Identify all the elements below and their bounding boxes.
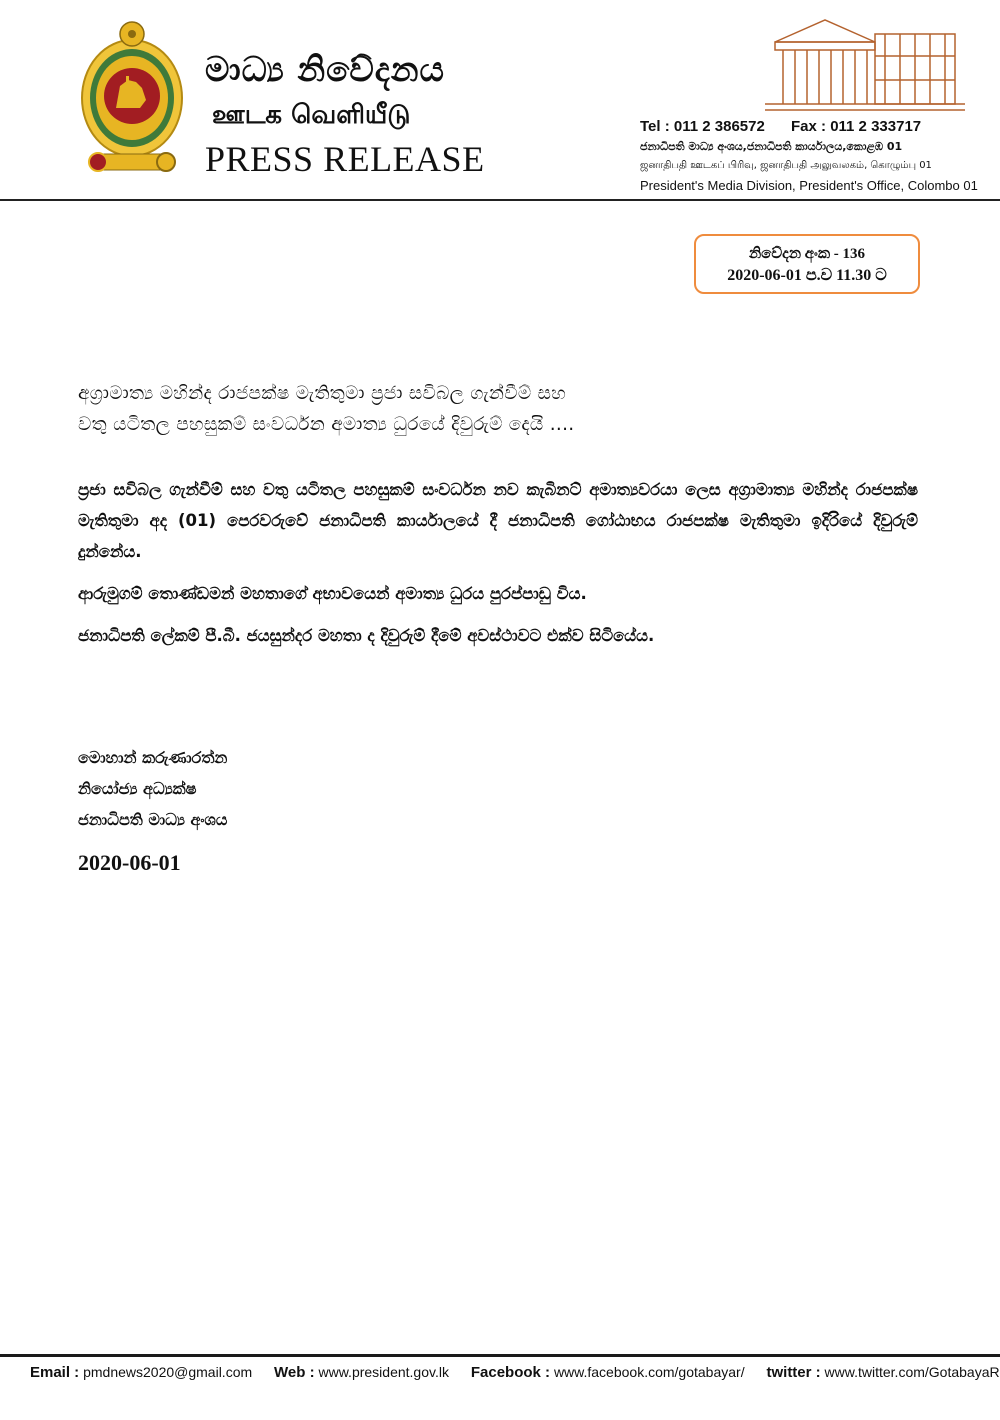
signatory-division: ජනාධිපති මාධ්‍ය අංශය <box>78 810 228 829</box>
email-link[interactable]: pmdnews2020@gmail.com <box>83 1364 253 1380</box>
footer-divider <box>0 1354 1000 1357</box>
header-title-sinhala: මාධ්‍ය නිවේදනය <box>205 50 445 90</box>
email-label: Email : <box>30 1364 80 1381</box>
web-link[interactable]: www.president.gov.lk <box>318 1364 449 1380</box>
presidents-office-building-icon <box>765 12 965 116</box>
release-number-box <box>694 234 920 294</box>
facebook-link[interactable]: www.facebook.com/gotabayar/ <box>553 1364 745 1380</box>
body-paragraph-3: ජනාධිපති ලේකම් පී.බී. ජයසුන්දර මහතා ද දිවුරුම් දීමේ අවස්ථාවට එක්ව සිටියේය. <box>78 626 655 645</box>
sri-lanka-emblem-icon <box>76 16 188 180</box>
header-title-tamil: ஊடக வெளியீடு <box>212 100 411 130</box>
web-label: Web : <box>274 1364 315 1381</box>
header-divider <box>0 199 1000 201</box>
headline-line-1: අග්‍රාමාත්‍ය මහින්ද රාජපක්ෂ මැතිතුමා ප්‍රජා සවිබල ගැන්වීම් සහ <box>78 383 567 404</box>
body-paragraph-2: ආරුමුගම් තොණ්ඩමන් මහතාගේ අභාවයෙන් අමාත්‍ය ධුරය පුරප්පාඩු විය. <box>78 584 587 603</box>
release-number: නිවේදන අංක - 136 <box>749 246 865 262</box>
signatory-name: මොහාන් කරුණාරත්න <box>78 748 228 767</box>
twitter-link[interactable]: www.twitter.com/GotabayaR <box>824 1364 1000 1380</box>
twitter-label: twitter : <box>766 1364 821 1381</box>
header-title-english: PRESS RELEASE <box>205 139 485 179</box>
document-date: 2020-06-01 <box>78 850 181 875</box>
body-paragraph-1: ප්‍රජා සවිබල ගැන්වීම් සහ වතු යටිතල පහසුකම් සංවර්ධන නව කැබිනට් අමාත්‍යවරයා ලෙස අග්‍රාමාත්‍ය මහින්ද රාජපක්ෂ මැතිතුමා අද (01) පෙරවරුවේ ජනාධිපති කාර්යාලයේ දී ජනාධිපති ගෝඨාභය රාජපක්ෂ මැතිතුමා ඉදිරියේ දිවුරුම් දුන්නේය. <box>78 480 918 561</box>
footer-contacts <box>30 1364 1000 1381</box>
facebook-label: Facebook : <box>470 1364 551 1381</box>
address-english: President's Media Division, President's Office, Colombo 01 <box>640 178 978 193</box>
headline <box>78 378 878 440</box>
address-tamil: ஜனாதிபதி ஊடகப் பிரிவு, ஜனாதிபதி அலுவலகம், கொழும்பு 01 <box>640 160 932 171</box>
address-sinhala: ජනාධිපති මාධ්‍ය අංශය,ජනාධිපති කාර්යාලය,කොළඹ 01 <box>640 140 903 153</box>
fax-label: Fax <box>791 118 817 135</box>
tel-label: Tel <box>640 118 661 135</box>
signatory-title: නියෝජ්‍ය අධ්‍යක්ෂ <box>78 779 197 798</box>
fax-value: : 011 2 333717 <box>821 118 922 135</box>
headline-line-2: වතු යටිතල පහසුකම් සංවර්ධන අමාත්‍ය ධුරයේ දිවුරුම් දෙයි .... <box>78 414 575 435</box>
release-datetime: 2020-06-01 ප.ව 11.30 ට <box>727 267 887 284</box>
contact-phone-fax <box>640 118 921 135</box>
tel-value: : 011 2 386572 <box>664 118 765 135</box>
